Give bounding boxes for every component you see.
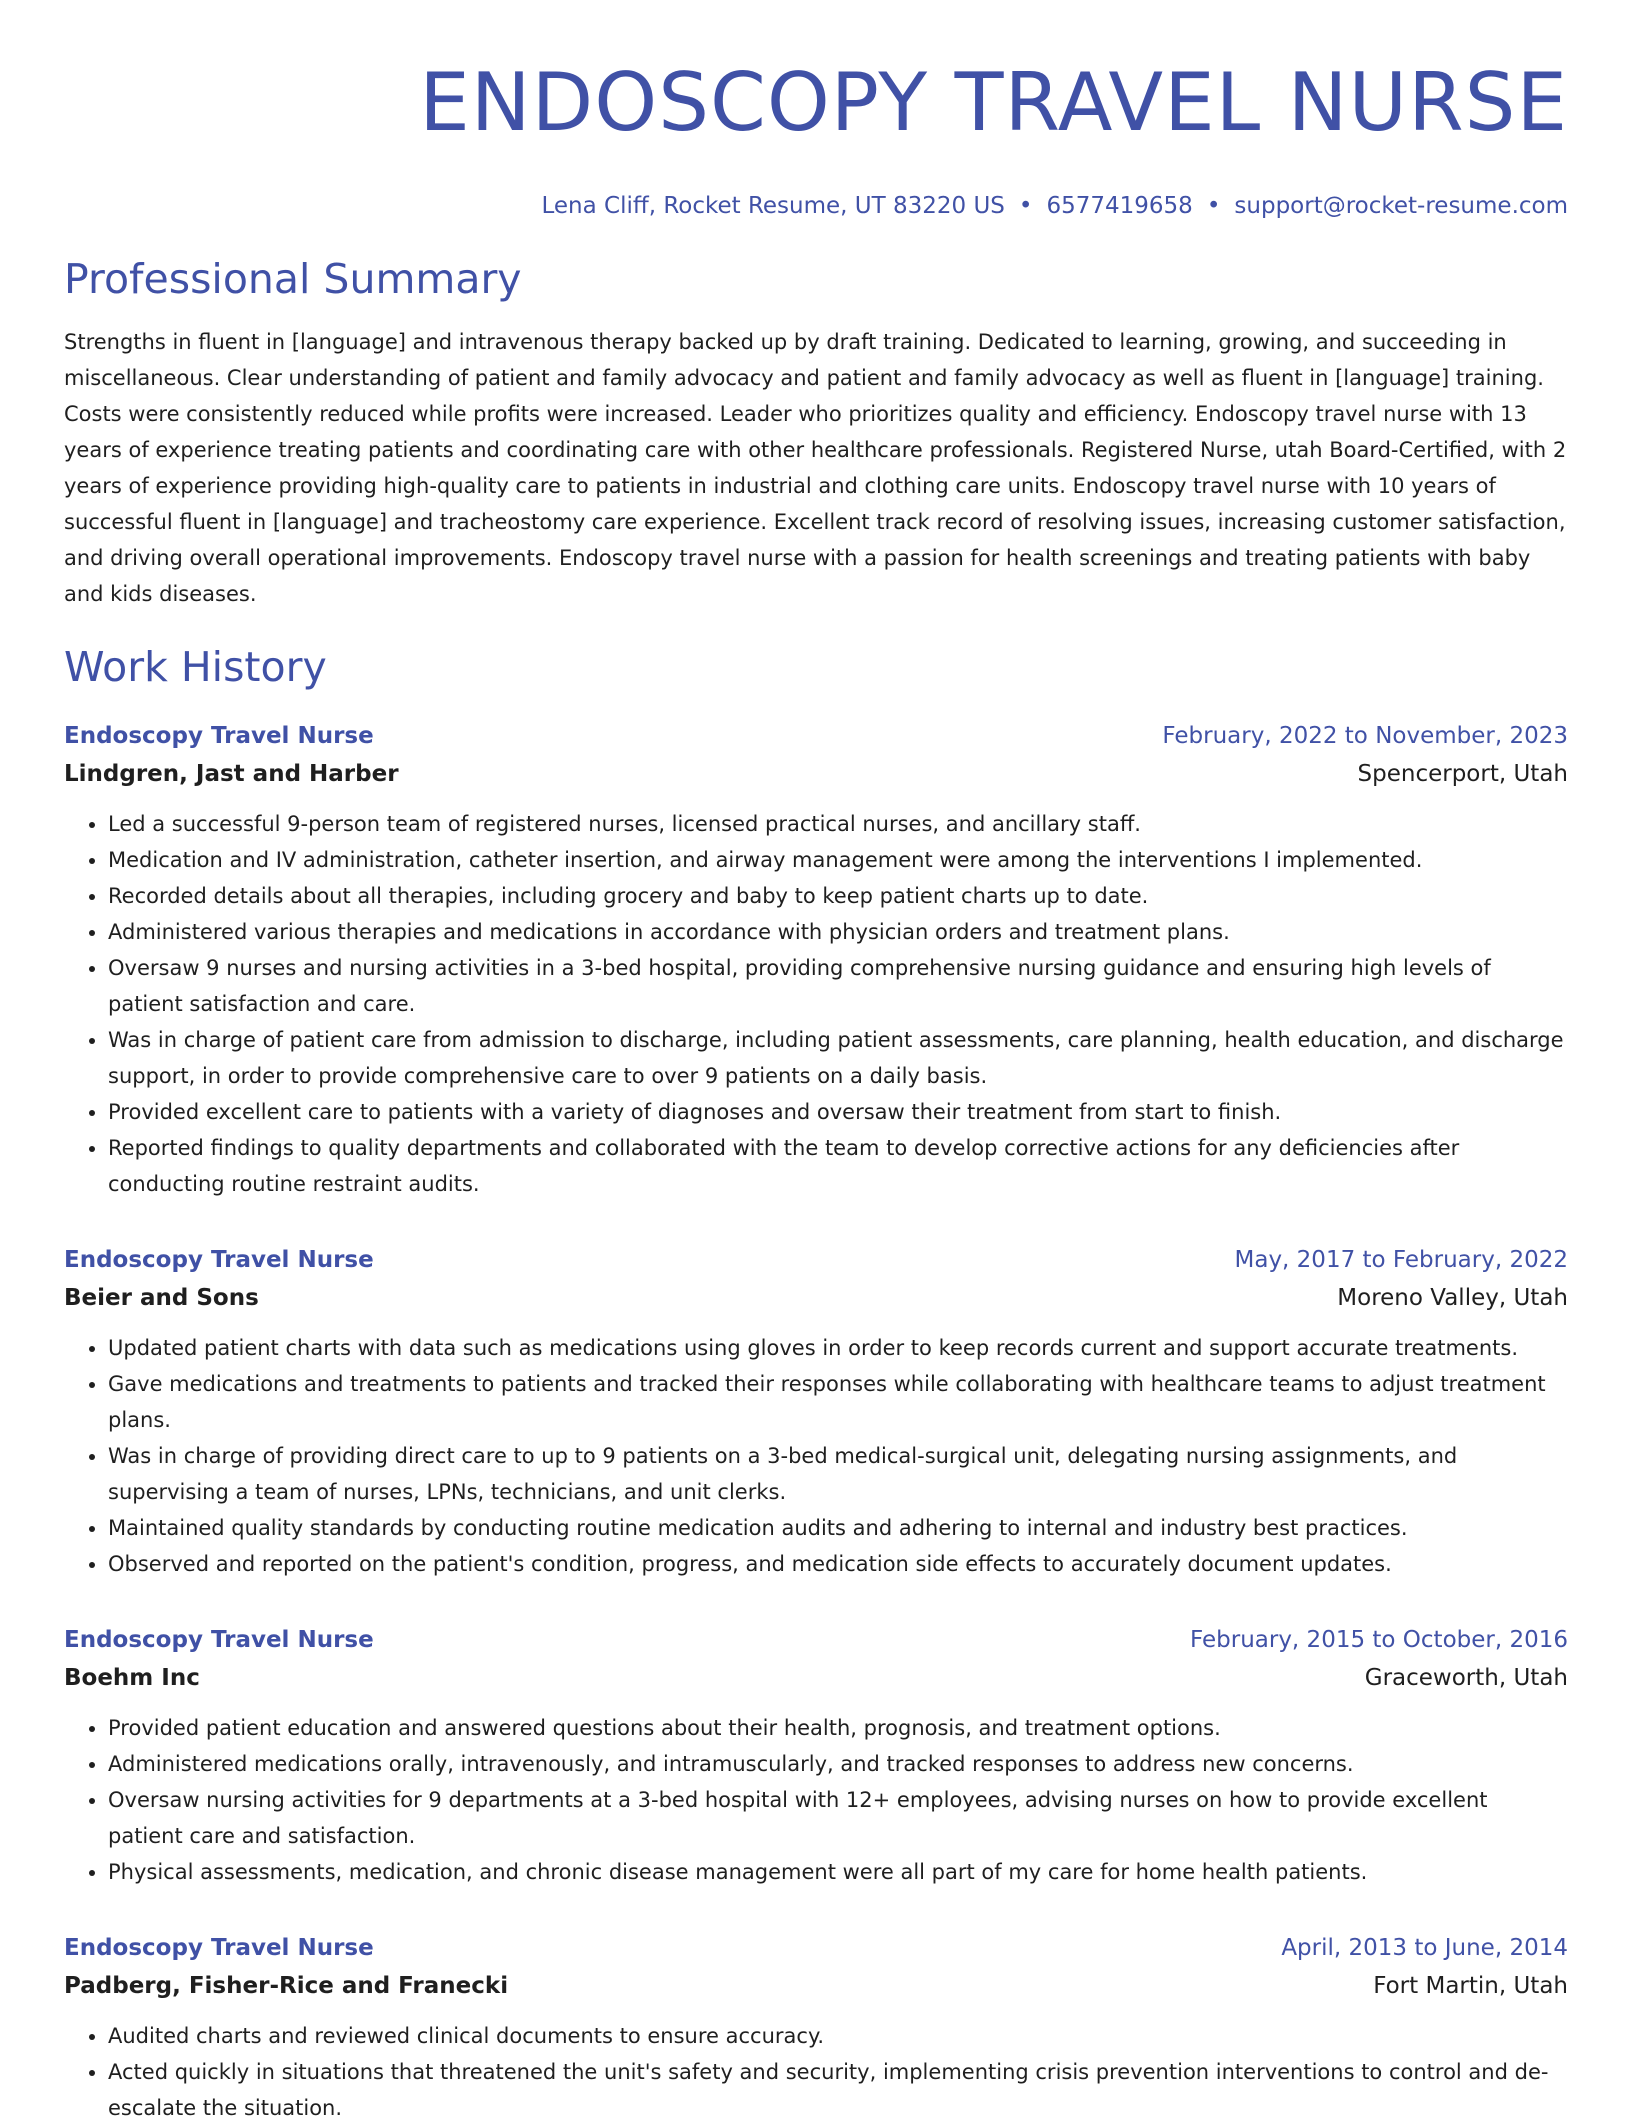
job-duty-item: • Audited charts and reviewed clinical documents to ensure accuracy. xyxy=(108,2018,1568,2054)
summary-heading: Professional Summary xyxy=(64,255,522,303)
contact-info xyxy=(64,190,1568,222)
job-duty-item: • Physical assessments, medication, and chronic disease management were all part of my care for home health patients. xyxy=(108,1854,1568,1890)
job-duty-item: • Gave medications and treatments to patients and tracked their responses while collaborating with healthcare teams to adjust treatment plans. xyxy=(108,1366,1568,1438)
job-duty-item: • Reported findings to quality departments and collaborated with the team to develop corrective actions for any deficiencies after conducting routine restraint audits. xyxy=(108,1130,1568,1202)
job-dates: May, 2017 to February, 2022 xyxy=(1234,1247,1568,1273)
job-entry xyxy=(64,1242,1568,1582)
contact-phone: 6577419658 xyxy=(1046,193,1193,219)
work-history-list xyxy=(64,718,1568,2126)
job-duty-item: • Medication and IV administration, catheter insertion, and airway management were among the interventions I implemented. xyxy=(108,842,1568,878)
work-history-heading: Work History xyxy=(64,643,327,691)
job-duty-item: • Maintained quality standards by conducting routine medication audits and adhering to internal and industry best practices. xyxy=(108,1510,1568,1546)
job-location: Spencerport, Utah xyxy=(1357,761,1568,787)
job-duty-item: • Provided patient education and answered questions about their health, prognosis, and treatment options. xyxy=(108,1710,1568,1746)
job-duty-item: • Acted quickly in situations that threatened the unit's safety and security, implementing crisis prevention interventions to control and de-escalate the situation. xyxy=(108,2054,1568,2126)
job-title-row xyxy=(64,1622,1568,1658)
job-company: Lindgren, Jast and Harber xyxy=(64,761,399,787)
summary-text: Strengths in fluent in [language] and intravenous therapy backed up by draft training. Dedicated to learning, growing, and succeeding in miscellaneous. Clear understanding of patient and family advocacy and patient and family advocacy as well as fluent in [language] training. Costs were consistently reduced while profits were increased. Leader who prioritizes quality and efficiency. Endoscopy travel nurse with 13 years of experience treating patients and coordinating care with other healthcare professionals. Registered Nurse, utah Board-Certified, with 2 years of experience providing high-quality care to patients in industrial and clothing care units. Endoscopy travel nurse with 10 years of successful fluent in [language] and tracheostomy care experience. Excellent track record of resolving issues, increasing customer satisfaction, and driving overall operational improvements. Endoscopy travel nurse with a passion for health screenings and treating patients with baby and kids diseases. xyxy=(64,330,1567,606)
job-position: Endoscopy Travel Nurse xyxy=(64,1247,374,1273)
job-duty-item: • Was in charge of providing direct care to up to 9 patients on a 3-bed medical-surgical unit, delegating nursing assignments, and supervising a team of nurses, LPNs, technicians, and unit clerks. xyxy=(108,1438,1568,1510)
job-position: Endoscopy Travel Nurse xyxy=(64,1627,374,1653)
job-company: Beier and Sons xyxy=(64,1285,259,1311)
job-duty-item: • Administered various therapies and medications in accordance with physician orders and treatment plans. xyxy=(108,914,1568,950)
job-duties-list xyxy=(64,1330,1568,1582)
job-company-row xyxy=(64,754,1568,794)
job-company-row xyxy=(64,1278,1568,1318)
job-duty-item: • Was in charge of patient care from admission to discharge, including patient assessments, care planning, health education, and discharge support, in order to provide comprehensive care to over 9 patients on a daily basis. xyxy=(108,1022,1568,1094)
job-company-row xyxy=(64,1658,1568,1698)
job-dates: February, 2022 to November, 2023 xyxy=(1162,723,1568,749)
job-company-row xyxy=(64,1966,1568,2006)
job-location: Fort Martin, Utah xyxy=(1373,1973,1568,1999)
job-title-row xyxy=(64,718,1568,754)
contact-email: support@rocket-resume.com xyxy=(1234,193,1568,219)
contact-separator: • xyxy=(1018,193,1033,219)
resume-title: ENDOSCOPY TRAVEL NURSE xyxy=(419,56,1568,149)
job-duty-item: • Administered medications orally, intravenously, and intramuscularly, and tracked responses to address new concerns. xyxy=(108,1746,1568,1782)
job-entry xyxy=(64,1930,1568,2126)
job-duties-list xyxy=(64,806,1568,1202)
job-duties-list xyxy=(64,2018,1568,2126)
job-duty-item: • Observed and reported on the patient's condition, progress, and medication side effects to accurately document updates. xyxy=(108,1546,1568,1582)
job-duty-item: • Oversaw 9 nurses and nursing activities in a 3-bed hospital, providing comprehensive nursing guidance and ensuring high levels of patient satisfaction and care. xyxy=(108,950,1568,1022)
job-company: Boehm Inc xyxy=(64,1665,200,1691)
contact-separator: • xyxy=(1206,193,1221,219)
job-entry xyxy=(64,718,1568,1202)
job-duty-item: • Recorded details about all therapies, including grocery and baby to keep patient charts up to date. xyxy=(108,878,1568,914)
job-title-row xyxy=(64,1242,1568,1278)
contact-address: Lena Cliff, Rocket Resume, UT 83220 US xyxy=(541,193,1005,219)
job-dates: February, 2015 to October, 2016 xyxy=(1190,1627,1568,1653)
job-duties-list xyxy=(64,1710,1568,1890)
job-location: Graceworth, Utah xyxy=(1364,1665,1568,1691)
job-duty-item: • Provided excellent care to patients with a variety of diagnoses and oversaw their treatment from start to finish. xyxy=(108,1094,1568,1130)
job-location: Moreno Valley, Utah xyxy=(1337,1285,1568,1311)
job-title-row xyxy=(64,1930,1568,1966)
job-entry xyxy=(64,1622,1568,1890)
job-duty-item: • Updated patient charts with data such as medications using gloves in order to keep records current and support accurate treatments. xyxy=(108,1330,1568,1366)
job-dates: April, 2013 to June, 2014 xyxy=(1281,1935,1568,1961)
job-duty-item: • Oversaw nursing activities for 9 departments at a 3-bed hospital with 12+ employees, advising nurses on how to provide excellent patient care and satisfaction. xyxy=(108,1782,1568,1854)
job-duty-item: • Led a successful 9-person team of registered nurses, licensed practical nurses, and ancillary staff. xyxy=(108,806,1568,842)
job-company: Padberg, Fisher-Rice and Franecki xyxy=(64,1973,509,1999)
job-position: Endoscopy Travel Nurse xyxy=(64,723,374,749)
job-position: Endoscopy Travel Nurse xyxy=(64,1935,374,1961)
resume-page xyxy=(64,0,1568,2126)
